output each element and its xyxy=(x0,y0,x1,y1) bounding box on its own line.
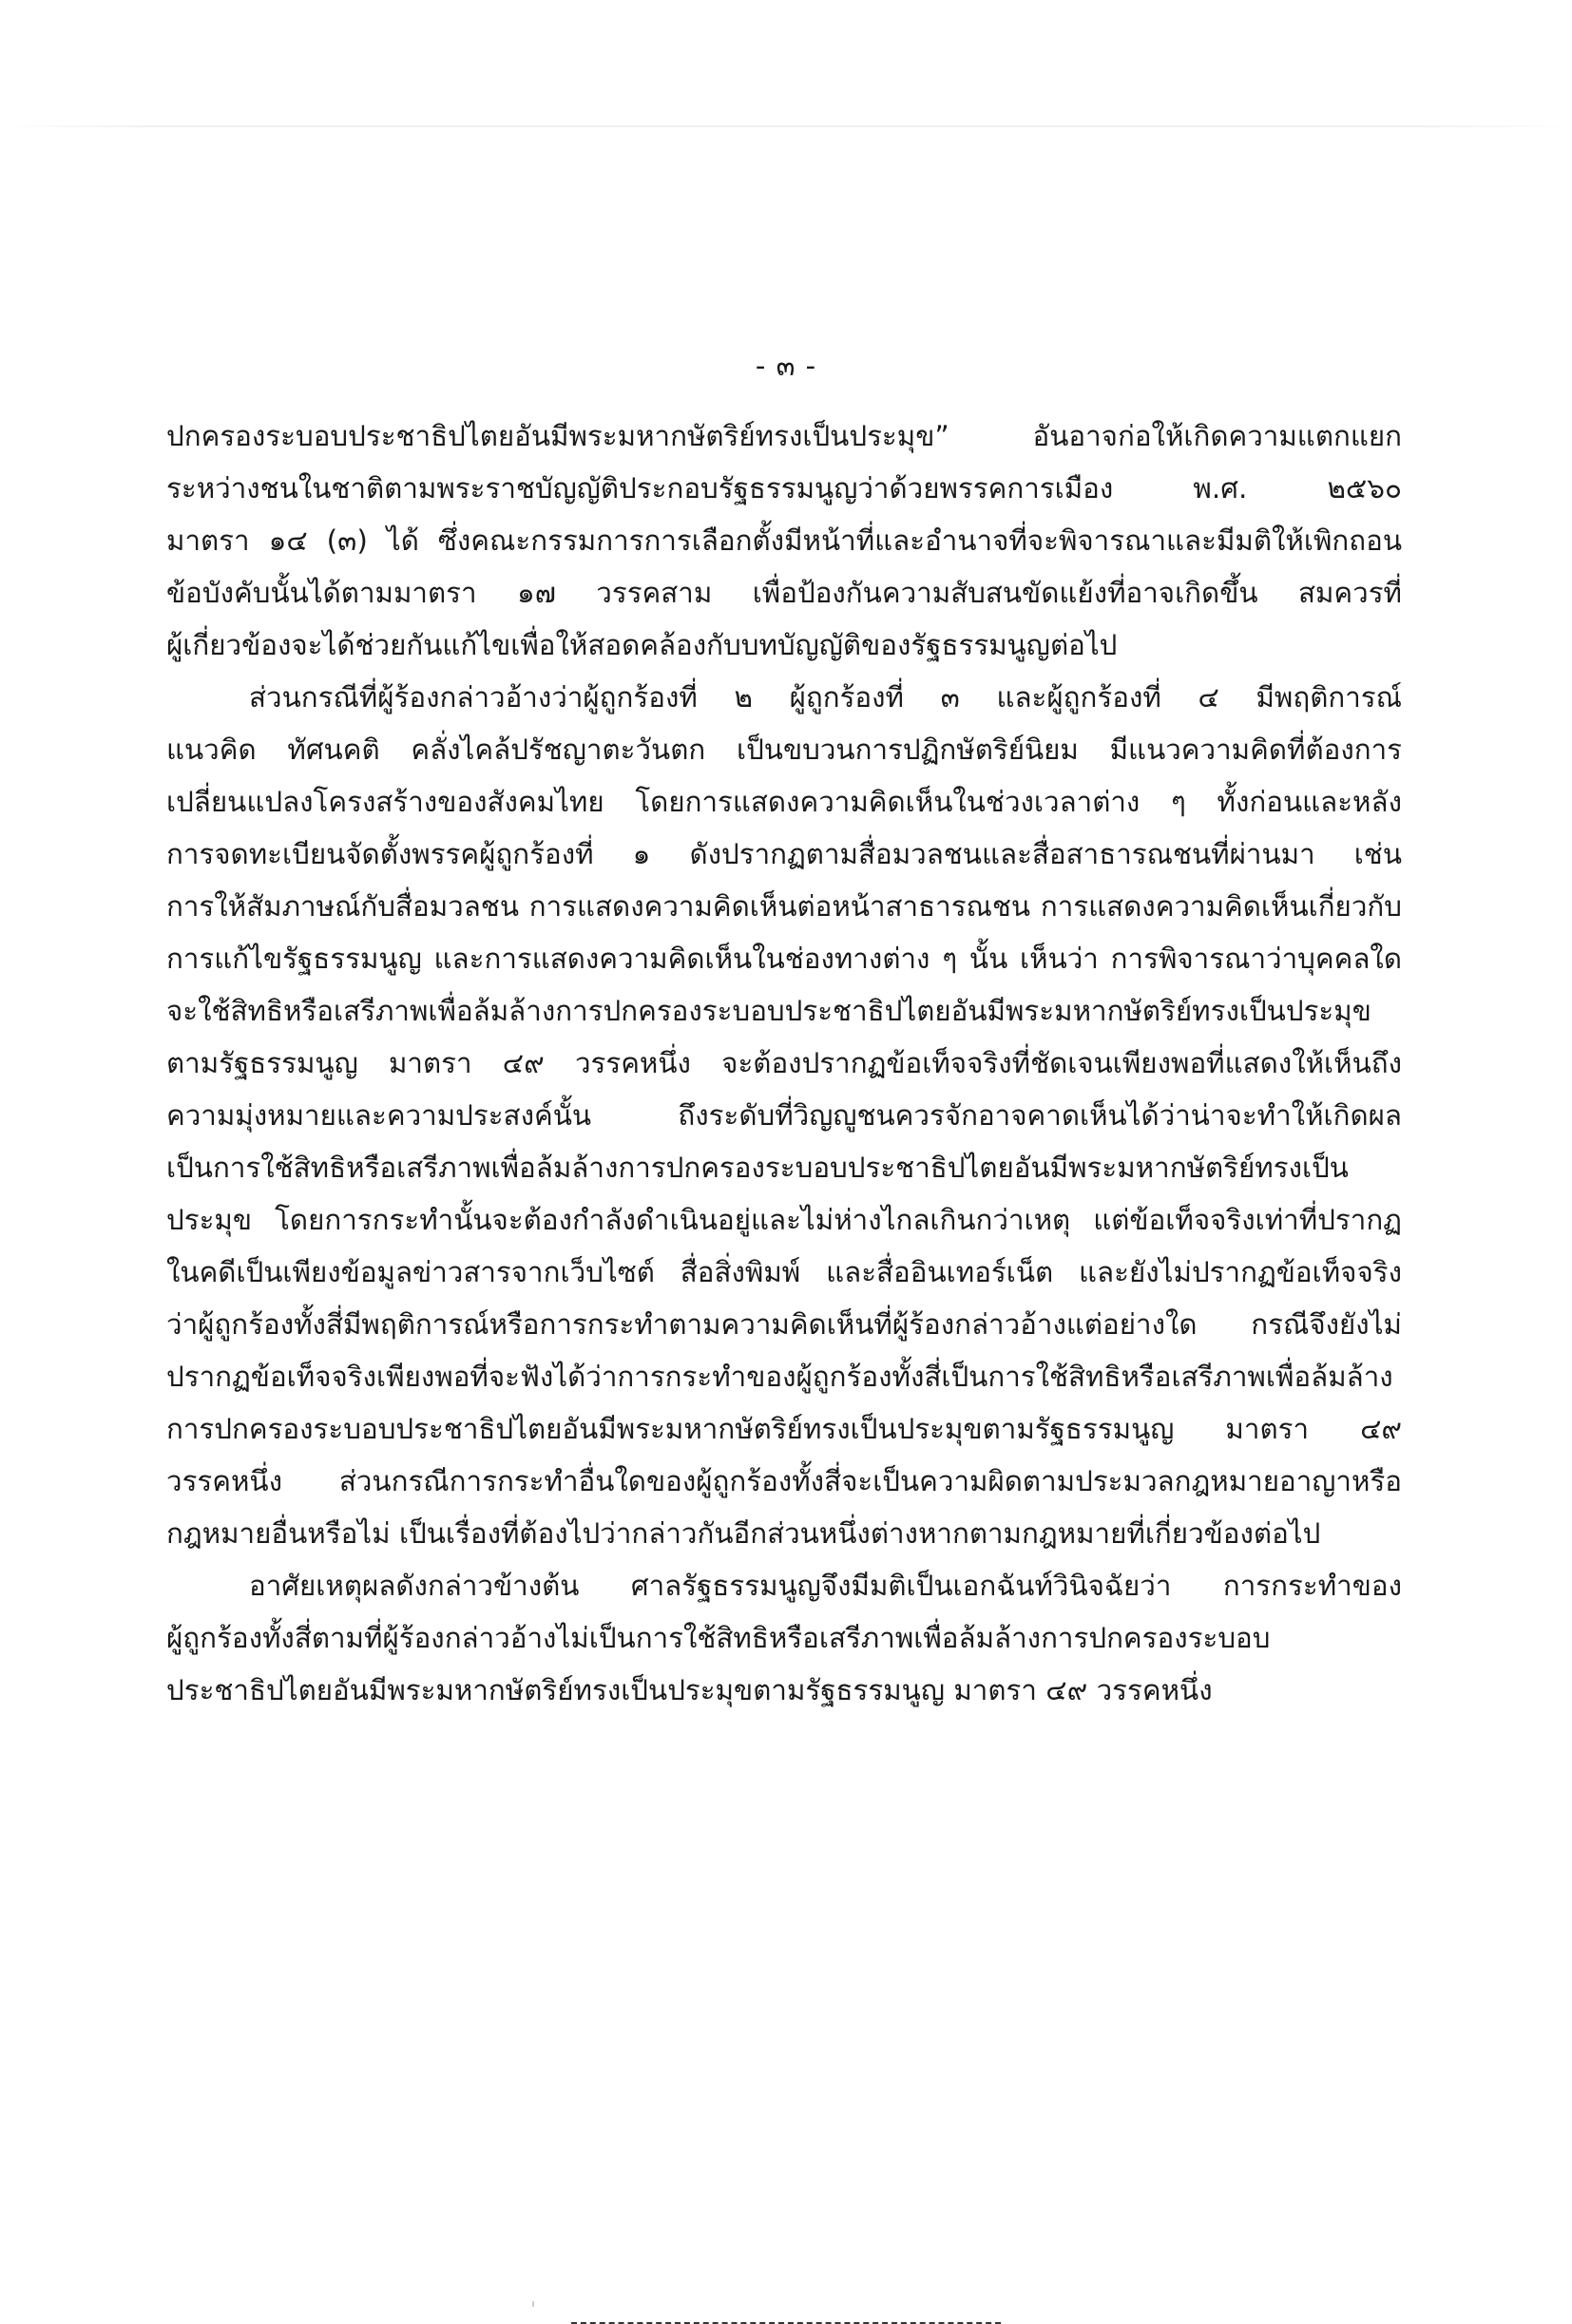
paragraph-2 xyxy=(166,672,1402,1560)
text-line: ข้อบังคับนั้นได้ตามมาตรา ๑๗ วรรคสาม เพื่อป้องกันความสับสนขัดแย้งที่อาจเกิดขึ้น สมควรที่ xyxy=(166,577,1402,609)
text-line: ผู้ถูกร้องทั้งสี่ตามที่ผู้ร้องกล่าวอ้างไม่เป็นการใช้สิทธิหรือเสรีภาพเพื่อล้มล้างการปกครองระบอบ xyxy=(166,1622,1271,1654)
text-line: มาตรา ๑๔ (๓) ได้ ซึ่งคณะกรรมการการเลือกตั้งมีหน้าที่และอำนาจที่จะพิจารณาและมีมติให้เพิกถอน xyxy=(166,524,1402,557)
paragraph-1 xyxy=(166,410,1402,672)
text-line: ปรากฏข้อเท็จจริงเพียงพอที่จะฟังได้ว่าการกระทำของผู้ถูกร้องทั้งสี่เป็นการใช้สิทธิหรือเสรีภาพเพื่อล้มล้าง xyxy=(166,1361,1393,1393)
text-line: ประชาธิปไตยอันมีพระมหากษัตริย์ทรงเป็นประมุขตามรัฐธรรมนูญ มาตรา ๔๙ วรรคหนึ่ง xyxy=(166,1674,1213,1706)
text-line: กฎหมายอื่นหรือไม่ เป็นเรื่องที่ต้องไปว่ากล่าวกันอีกส่วนหนึ่งต่างหากตามกฎหมายที่เกี่ยวข้องต่อไป xyxy=(166,1517,1321,1550)
text-line: ส่วนกรณีที่ผู้ร้องกล่าวอ้างว่าผู้ถูกร้องที่ ๒ ผู้ถูกร้องที่ ๓ และผู้ถูกร้องที่ ๔ มีพฤติการณ์ xyxy=(249,681,1402,714)
text-line: ว่าผู้ถูกร้องทั้งสี่มีพฤติการณ์หรือการกระทำตามความคิดเห็นที่ผู้ร้องกล่าวอ้างแต่อย่างใด กรณีจึงยังไม่ xyxy=(166,1308,1402,1341)
scan-top-edge xyxy=(0,125,1572,127)
scan-speck xyxy=(532,2301,534,2307)
text-line: เปลี่ยนแปลงโครงสร้างของสังคมไทย โดยการแสดงความคิดเห็นในช่วงเวลาต่าง ๆ ทั้งก่อนและหลัง xyxy=(166,786,1402,818)
text-line: วรรคหนึ่ง ส่วนกรณีการกระทำอื่นใดของผู้ถูกร้องทั้งสี่จะเป็นความผิดตามประมวลกฎหมายอาญาหรือ xyxy=(166,1465,1402,1497)
text-line: ปกครองระบอบประชาธิปไตยอันมีพระมหากษัตริย์ทรงเป็นประมุข” อันอาจก่อให้เกิดความแตกแยก xyxy=(166,420,1402,452)
text-line: ประมุข โดยการกระทำนั้นจะต้องกำลังดำเนินอยู่และไม่ห่างไกลเกินกว่าเหตุ แต่ข้อเท็จจริงเท่าที่ปรากฏ xyxy=(166,1204,1402,1236)
text-line: ในคดีเป็นเพียงข้อมูลข่าวสารจากเว็บไซต์ สื่อสิ่งพิมพ์ และสื่ออินเทอร์เน็ต และยังไม่ปรากฏข้อเท็จจริง xyxy=(166,1256,1402,1288)
text-line: แนวคิด ทัศนคติ คลั่งไคล้ปรัชญาตะวันตก เป็นขบวนการปฏิกษัตริย์นิยม มีแนวความคิดที่ต้องการ xyxy=(166,733,1402,766)
text-line: ตามรัฐธรรมนูญ มาตรา ๔๙ วรรคหนึ่ง จะต้องปรากฏข้อเท็จจริงที่ชัดเจนเพียงพอที่แสดงให้เห็นถึง xyxy=(166,1047,1402,1079)
text-line: การจดทะเบียนจัดตั้งพรรคผู้ถูกร้องที่ ๑ ดังปรากฏตามสื่อมวลชนและสื่อสาธารณชนที่ผ่านมา เช่น xyxy=(166,838,1402,870)
text-line: ผู้เกี่ยวข้องจะได้ช่วยกันแก้ไขเพื่อให้สอดคล้องกับบทบัญญัติของรัฐธรรมนูญต่อไป xyxy=(166,629,1118,661)
text-line: ความมุ่งหมายและความประสงค์นั้น ถึงระดับที่วิญญูชนควรจักอาจคาดเห็นได้ว่าน่าจะทำให้เกิดผล xyxy=(166,1099,1402,1132)
page-number: - ๓ - xyxy=(755,350,817,382)
paragraph-3 xyxy=(166,1560,1402,1717)
text-line: ระหว่างชนในชาติตามพระราชบัญญัติประกอบรัฐธรรมนูญว่าด้วยพรรคการเมือง พ.ศ. ๒๕๖๐ xyxy=(166,472,1402,505)
text-line: การให้สัมภาษณ์กับสื่อมวลชน การแสดงความคิดเห็นต่อหน้าสาธารณชน การแสดงความคิดเห็นเกี่ยวกับ xyxy=(166,890,1402,923)
document-body xyxy=(166,410,1402,1717)
text-line: เป็นการใช้สิทธิหรือเสรีภาพเพื่อล้มล้างการปกครองระบอบประชาธิปไตยอันมีพระมหากษัตริย์ทรงเป็น xyxy=(166,1152,1349,1184)
text-line: การปกครองระบอบประชาธิปไตยอันมีพระมหากษัตริย์ทรงเป็นประมุขตามรัฐธรรมนูญ มาตรา ๔๙ xyxy=(166,1413,1402,1445)
text-line: การแก้ไขรัฐธรรมนูญ และการแสดงความคิดเห็นในช่องทางต่าง ๆ นั้น เห็นว่า การพิจารณาว่าบุคคลใด xyxy=(166,943,1402,975)
text-line: อาศัยเหตุผลดังกล่าวข้างต้น ศาลรัฐธรรมนูญจึงมีมติเป็นเอกฉันท์วินิจฉัยว่า การกระทำของ xyxy=(249,1570,1402,1602)
text-line: จะใช้สิทธิหรือเสรีภาพเพื่อล้มล้างการปกครองระบอบประชาธิปไตยอันมีพระมหากษัตริย์ทรงเป็นประมุข xyxy=(166,995,1371,1027)
